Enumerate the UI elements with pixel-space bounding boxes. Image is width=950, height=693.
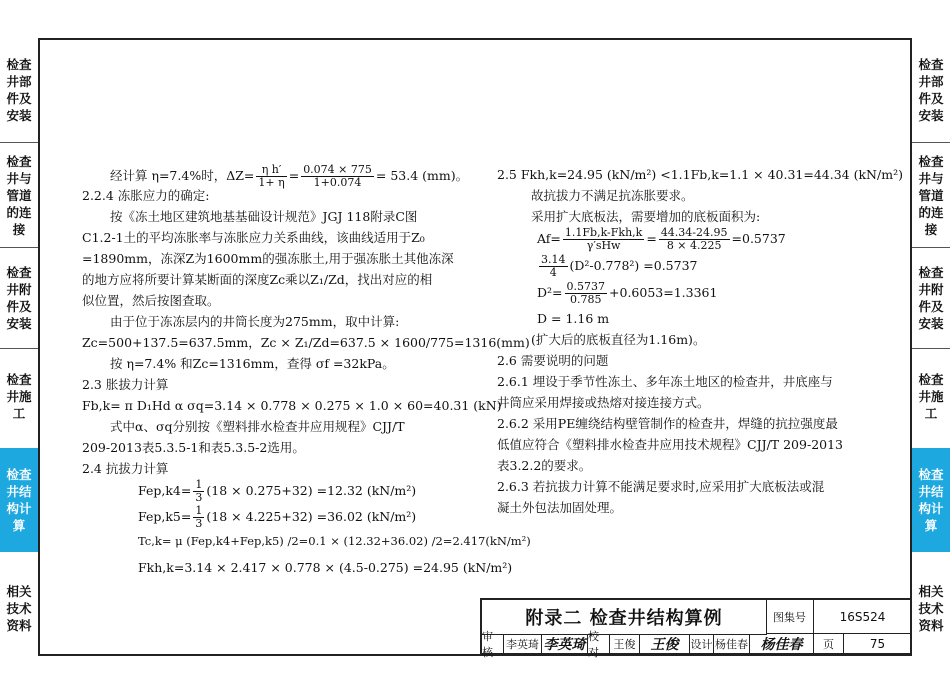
text-fragment: 经计算 η=7.4%时，ΔZ= bbox=[110, 168, 255, 183]
section-heading: 2.6 需要说明的问题 bbox=[497, 353, 609, 368]
fraction-denominator: 1+0.074 bbox=[313, 176, 362, 189]
text-line: 式中α、σq分别按《塑料排水检查井应用规程》CJJ/T bbox=[110, 419, 405, 434]
sidebar-left-tab-construction[interactable] bbox=[0, 349, 38, 443]
formula-line bbox=[497, 254, 897, 281]
sidebar-right-tab-structure-calc[interactable] bbox=[912, 448, 950, 552]
sidebar-left-tab-pipe-connection[interactable] bbox=[0, 143, 38, 247]
text-line: Zc=500+137.5=637.5mm，Zc × Z₁/Zd=637.5 × 1600/775=1316(mm) bbox=[82, 335, 530, 350]
sidebar-left-tab-parts[interactable] bbox=[0, 38, 38, 142]
tab-label: 检查井结构计算 bbox=[918, 467, 944, 533]
formula-line bbox=[497, 227, 897, 254]
section-heading: 2.4 抗拔力计算 bbox=[82, 461, 169, 476]
fraction-numerator: η h′ bbox=[256, 164, 286, 177]
right-text-column bbox=[497, 164, 903, 518]
text-fragment: =0.5737 bbox=[731, 231, 786, 246]
drawing-title: 附录二 检查井结构算例 bbox=[482, 600, 767, 635]
fraction-numerator: 0.074 × 775 bbox=[303, 163, 372, 176]
fraction bbox=[563, 227, 644, 252]
check-label: 校对 bbox=[588, 634, 610, 654]
fraction bbox=[659, 227, 730, 252]
sidebar-left-tab-structure-calc[interactable] bbox=[0, 448, 38, 552]
text-fragment: (18 × 4.225+32) =36.02 (kN/m²) bbox=[206, 509, 417, 524]
formula-line bbox=[82, 505, 477, 531]
tab-label: 检查井施工 bbox=[6, 371, 32, 421]
sidebar-right-tab-construction[interactable] bbox=[912, 349, 950, 443]
tab-label: 检查井附件及安装 bbox=[6, 265, 32, 331]
tab-label: 检查井施工 bbox=[918, 371, 944, 421]
tab-label: 检查井部件及安装 bbox=[6, 57, 32, 123]
text-fragment: Fep,k4= bbox=[138, 483, 192, 498]
text-line: 低值应符合《塑料排水检查井应用技术规程》CJJ/T 209-2013 bbox=[497, 437, 844, 452]
fraction-denominator: 3 bbox=[195, 517, 203, 530]
title-block bbox=[480, 598, 912, 659]
tab-label: 相关技术资料 bbox=[6, 583, 32, 633]
text-line: 凝土外包法加固处理。 bbox=[497, 500, 623, 515]
text-line: 由于位于冻冻层内的井筒长度为275mm，取中计算: bbox=[110, 314, 400, 329]
tab-label: 检查井附件及安装 bbox=[918, 265, 944, 331]
page-number: 75 bbox=[844, 634, 912, 654]
tab-label: 相关技术资料 bbox=[918, 583, 944, 633]
sidebar-left-tab-tech-data[interactable] bbox=[0, 558, 38, 658]
text-fragment: D²= bbox=[537, 285, 563, 300]
formula-line: Fb,k= π D₁Hd α σq=3.14 × 0.778 × 0.275 × 1.0 × 60=40.31 (kN) bbox=[82, 398, 502, 413]
text-fragment: Af= bbox=[537, 231, 561, 246]
design-signature: 杨佳春 bbox=[750, 634, 814, 654]
fraction-denominator: 8 × 4.225 bbox=[666, 239, 722, 252]
fraction bbox=[301, 164, 374, 189]
text-fragment: = bbox=[288, 168, 300, 183]
text-line: 2.6.3 若抗拔力计算不能满足要求时,应采用扩大底板法或混 bbox=[497, 479, 825, 494]
text-line: 2.6.2 采用PE缠绕结构壁管制作的检查井，焊缝的抗拉强度最 bbox=[497, 416, 838, 431]
text-line: =1890mm，冻深Z为1600mm的强冻胀土,用于强冻胀土其他冻深 bbox=[82, 251, 454, 266]
fraction-denominator: 3 bbox=[195, 491, 203, 504]
fraction bbox=[565, 281, 608, 306]
section-heading: 2.2.4 冻胀应力的确定: bbox=[82, 188, 210, 203]
fraction-numerator: 1.1Fb,k-Fkh,k bbox=[564, 226, 643, 239]
text-line: 按 η=7.4% 和Zc=1316mm，查得 σf =32kPa。 bbox=[110, 356, 395, 371]
sidebar-right-tab-accessories[interactable] bbox=[912, 248, 950, 348]
text-line: 209-2013表5.3.5-1和表5.3.5-2选用。 bbox=[82, 440, 305, 455]
text-line: 采用扩大底板法，需要增加的底板面积为: bbox=[531, 209, 761, 224]
fraction-denominator: 4 bbox=[549, 266, 557, 279]
tab-label: 检查井与管道的连接 bbox=[6, 153, 32, 237]
text-fragment: +0.6053=1.3361 bbox=[609, 285, 718, 300]
design-name: 杨佳春 bbox=[714, 634, 750, 654]
text-line: 井筒应采用焊接或热熔对接连接方式。 bbox=[497, 395, 710, 410]
text-fragment: = 53.4 (mm)。 bbox=[375, 168, 469, 183]
fraction bbox=[193, 505, 204, 530]
text-line: 2.6.1 埋设于季节性冻土、多年冻土地区的检查井，井底座与 bbox=[497, 374, 833, 389]
formula-line: D = 1.16 m bbox=[537, 311, 610, 326]
sidebar-right-tab-parts[interactable] bbox=[912, 38, 950, 142]
text-fragment: (18 × 0.275+32) =12.32 (kN/m²) bbox=[206, 483, 417, 498]
design-label: 设计 bbox=[690, 634, 714, 654]
text-line: 表3.2.2的要求。 bbox=[497, 458, 592, 473]
sidebar-left-tab-accessories[interactable] bbox=[0, 248, 38, 348]
fraction-numerator: 1 bbox=[195, 478, 203, 491]
fraction-numerator: 0.5737 bbox=[566, 280, 606, 293]
text-fragment: (D²-0.778²) =0.5737 bbox=[569, 258, 698, 273]
fraction-numerator: 44.34-24.95 bbox=[660, 226, 728, 239]
tab-label: 检查井与管道的连接 bbox=[918, 153, 944, 237]
review-label: 审核 bbox=[482, 634, 504, 654]
fraction bbox=[193, 479, 204, 504]
review-signature: 李英琦 bbox=[542, 634, 588, 654]
text-line: (扩大后的底板直径为1.16m)。 bbox=[531, 332, 706, 347]
tab-label: 检查井结构计算 bbox=[6, 467, 32, 533]
formula-line: Fkh,k=3.14 × 2.417 × 0.778 × (4.5-0.275) =24.95 (kN/m²) bbox=[138, 560, 513, 575]
formula-line bbox=[497, 281, 897, 308]
check-signature: 王俊 bbox=[640, 634, 690, 654]
tab-label: 检查井部件及安装 bbox=[918, 57, 944, 123]
sidebar-right-tab-pipe-connection[interactable] bbox=[912, 143, 950, 247]
fraction bbox=[256, 164, 286, 189]
page-label: 页 bbox=[814, 634, 844, 654]
formula-line: 2.5 Fkh,k=24.95 (kN/m²) <1.1Fb,k=1.1 × 40.31=44.34 (kN/m²) bbox=[497, 167, 903, 182]
text-line bbox=[82, 163, 477, 189]
atlas-value: 16S524 bbox=[814, 600, 912, 634]
review-name: 李英琦 bbox=[504, 634, 542, 654]
formula-line: Tc,k= μ (Fep,k4+Fep,k5) /2=0.1 × (12.32+36.02) /2=2.417(kN/m²) bbox=[138, 534, 531, 548]
fraction-denominator: γ′sHw bbox=[586, 239, 621, 252]
text-line: 故抗拔力不满足抗冻胀要求。 bbox=[531, 188, 694, 203]
fraction-numerator: 3.14 bbox=[541, 253, 566, 266]
fraction bbox=[539, 254, 568, 279]
text-line: 按《冻土地区建筑地基基础设计规范》JGJ 118附录C图 bbox=[110, 209, 418, 224]
check-name: 王俊 bbox=[610, 634, 640, 654]
sidebar-right-tab-tech-data[interactable] bbox=[912, 558, 950, 658]
text-line: 的地方应将所要计算某断面的深度Zc乘以Z₁/Zd，找出对应的相 bbox=[82, 272, 433, 287]
fraction-numerator: 1 bbox=[195, 504, 203, 517]
text-fragment: Fep,k5= bbox=[138, 509, 192, 524]
fraction-denominator: 1+ η bbox=[258, 176, 285, 189]
text-line: C1.2-1土的平均冻胀率与冻胀应力关系曲线，该曲线适用于Z₀ bbox=[82, 230, 425, 245]
text-fragment: = bbox=[646, 231, 657, 246]
formula-line bbox=[82, 479, 477, 505]
fraction-denominator: 0.785 bbox=[570, 293, 602, 306]
section-heading: 2.3 胀拔力计算 bbox=[82, 377, 169, 392]
left-text-column bbox=[82, 163, 531, 583]
text-line: 似位置，然后按图查取。 bbox=[82, 293, 220, 308]
atlas-label: 图集号 bbox=[766, 600, 814, 634]
